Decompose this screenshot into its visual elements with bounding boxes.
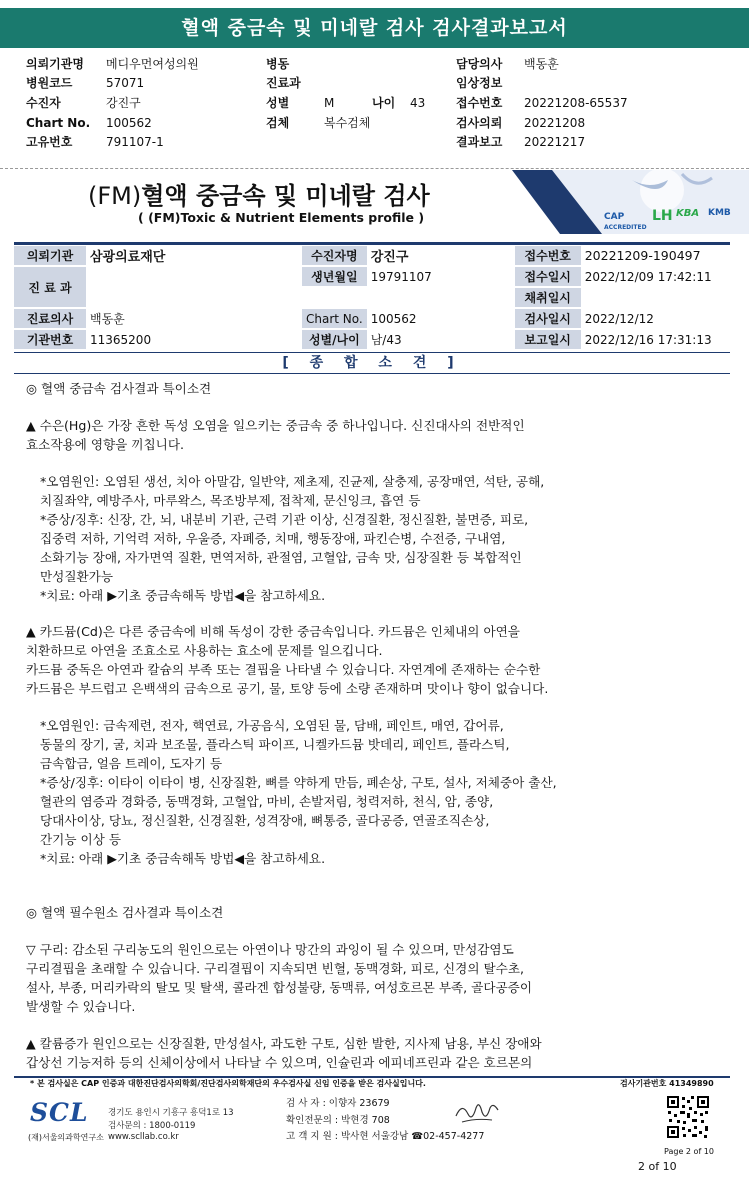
info-value-test-date: 2022/12/12	[581, 309, 731, 330]
section-heading-essential-elements: ◎ 혈액 필수원소 검사결과 특이소견	[26, 905, 224, 920]
info-row-1	[14, 246, 731, 267]
body-line: ▽ 구리: 감소된 구리농도의 원인으로는 아연이나 망간의 과잉이 될 수 있으며, 만성감염도	[26, 942, 514, 957]
header-label-request: 검사의뢰	[456, 116, 503, 130]
staff-support: 고 객 지 원 : 박사현 서울강남 ☎02-457-4277	[286, 1131, 485, 1142]
info-label-institution: 의뢰기관	[14, 246, 86, 267]
body-line: 소화기능 장애, 자가면역 질환, 면역저하, 관절염, 고혈압, 금속 맛, 심장질환 등 복합적인	[40, 550, 522, 565]
body-line: 발생할 수 있습니다.	[26, 999, 136, 1014]
info-value-report-time: 2022/12/16 17:31:13	[581, 330, 731, 351]
header-value-specimen: 복수검체	[324, 116, 371, 130]
fm-subtitle: ( (FM)Toxic & Nutrient Elements profile )	[138, 210, 425, 225]
info-value-sex-age: 남/43	[367, 330, 515, 351]
header-row-5	[26, 135, 585, 150]
lh-logo: LH	[652, 208, 673, 224]
body-line: 구리결핍을 초래할 수 있습니다. 구리결핍이 지속되면 빈혈, 동맥경화, 피로, 신경의 탈수초,	[26, 961, 525, 976]
kba-logo: KBA	[676, 208, 700, 219]
header-label-receipt: 접수번호	[456, 96, 503, 110]
body-line: 집중력 저하, 기억력 저하, 우울증, 자폐증, 치매, 행동장애, 파킨슨병, 수전증, 구내염,	[40, 531, 506, 546]
info-row-2	[14, 267, 731, 288]
summary-heading: [ 종 합 소 견 ]	[14, 352, 730, 374]
header-label-age: 나이	[372, 96, 396, 110]
info-label-receipt-no: 접수번호	[515, 246, 581, 267]
section-heading-heavy-metals: ◎ 혈액 중금속 검사결과 특이소견	[26, 381, 212, 396]
header-row-4	[26, 116, 585, 131]
body-line: 만성질환가능	[40, 569, 113, 584]
header-value-chart: 100562	[106, 116, 152, 130]
info-value-receipt-no: 20221209-190497	[581, 246, 731, 267]
fm-title	[88, 176, 430, 211]
body-line: 금속합금, 얼음 트레이, 도자기 등	[40, 756, 223, 771]
header-label-specimen: 검체	[266, 116, 290, 130]
scl-logo: SCL	[30, 1098, 89, 1127]
body-line: 치질좌약, 예방주사, 마루왁스, 목조방부제, 접착제, 문신잉크, 흡연 등	[40, 493, 421, 508]
body-line: *치료: 아래 ▶기초 중금속해독 방법◀을 참고하세요.	[40, 588, 326, 603]
body-line: 카드뮴 중독은 아연과 칼슘의 부족 또는 결핍을 나타낼 수 있습니다. 자연계에 존재하는 순수한	[26, 662, 541, 677]
body-line: *증상/징후: 이타이 이타이 병, 신장질환, 뼈를 약하게 만듬, 폐손상, 구토, 설사, 저체중아 출산,	[40, 775, 557, 790]
signature-graphic	[452, 1098, 502, 1128]
info-row-3	[14, 309, 731, 330]
body-line: 설사, 부종, 머리카락의 탈모 및 탈색, 콜라겐 합성불량, 동맥류, 여성호르몬 부족, 골다공증이	[26, 980, 533, 995]
body-line: ▲ 카드뮴(Cd)은 다른 중금속에 비해 독성이 강한 중금속입니다. 카드뮴은 인체내의 아연을	[26, 624, 520, 639]
body-line: ▲ 수은(Hg)은 가장 흔한 독성 오염을 일으키는 중금속 중 하나입니다. 신진대사의 전반적인	[26, 418, 525, 433]
body-line: 당대사이상, 당뇨, 정신질환, 신경질환, 성격장애, 뼈통증, 골다공증, 연골조직손상,	[40, 813, 490, 828]
info-value-org-no: 11365200	[86, 330, 302, 351]
info-label-doctor: 진료의사	[14, 309, 86, 330]
header-value-receipt: 20221208-65537	[524, 96, 628, 110]
info-label-org-no: 기관번호	[14, 330, 86, 351]
fm-title-prefix: (FM)	[88, 182, 142, 210]
header-value-unique-id: 791107-1	[106, 135, 164, 149]
info-label-sex-age: 성별/나이	[302, 330, 367, 351]
staff-tester: 검 사 자 : 이향자 23679	[286, 1098, 390, 1109]
header-value-report: 20221217	[524, 135, 586, 149]
body-line: *오염원인: 금속제련, 전자, 핵연료, 가공음식, 오염된 물, 담배, 페인트, 매연, 갑어류,	[40, 718, 504, 733]
info-table-top-rule	[14, 242, 730, 245]
body-line: *오염원인: 오염된 생선, 치아 아말감, 일반약, 제초제, 진균제, 살충제, 공장매연, 석탄, 공해,	[40, 474, 545, 489]
header-label-ward: 병동	[266, 57, 290, 71]
body-line: 혈관의 염증과 경화증, 동맥경화, 고혈압, 마비, 손발저림, 청력저하, 천식, 암, 종양,	[40, 794, 494, 809]
info-label-patient-name: 수진자명	[302, 246, 367, 267]
body-line: *증상/징후: 신장, 간, 뇌, 내분비 기관, 근력 기관 이상, 신경질환, 정신질환, 불면증, 피로,	[40, 512, 529, 527]
info-label-receipt-time: 접수일시	[515, 267, 581, 288]
cap-logo: CAP ACCREDITED	[604, 212, 647, 231]
header-label-department: 진료과	[266, 76, 301, 90]
header-label-report: 결과보고	[456, 135, 503, 149]
info-label-report-time: 보고일시	[515, 330, 581, 351]
footer-accreditation-note: * 본 검사실은 CAP 인증과 대한진단검사의학회/진단검사의학재단의 우수검사실 신임 인증을 받은 검사실입니다.	[30, 1079, 426, 1088]
page-indicator-small: Page 2 of 10	[664, 1147, 714, 1156]
header-row-2	[26, 76, 524, 91]
body-line: 치환하므로 아연을 조효소로 사용하는 효소에 문제를 일으킵니다.	[26, 643, 383, 658]
info-value-institution: 삼광의료재단	[86, 246, 302, 267]
page-number: 2 of 10	[638, 1160, 677, 1173]
header-value-hospital-code: 57071	[106, 76, 145, 90]
info-value-collection-time	[581, 288, 731, 309]
info-value-doctor: 백동훈	[86, 309, 302, 330]
header-label-clinical: 임상정보	[456, 76, 503, 90]
header-label-institution: 의뢰기관명	[26, 57, 84, 71]
info-value-patient-name: 강진구	[367, 246, 515, 267]
info-label-collection-time: 채취일시	[515, 288, 581, 309]
info-value-department	[86, 267, 302, 309]
scl-org-name: (재)서울의과학연구소	[28, 1133, 104, 1142]
body-line: 갑상선 기능저하 등의 신체이상에서 나타날 수 있으며, 인슐린과 에피네프린과 같은 호르몬의	[26, 1055, 533, 1070]
patient-info-table	[14, 246, 731, 351]
header-label-patient: 수진자	[26, 96, 61, 110]
header-row-3	[26, 96, 628, 111]
info-label-department: 진 료 과	[14, 267, 86, 309]
header-value-institution: 메디우먼여성의원	[106, 57, 199, 71]
header-value-sex: M	[324, 96, 335, 110]
footer-institution-code: 검사기관번호 41349890	[620, 1079, 714, 1088]
scl-website[interactable]: www.scllab.co.kr	[108, 1132, 179, 1142]
info-value-receipt-time: 2022/12/09 17:42:11	[581, 267, 731, 288]
staff-specialist: 확인전문의 : 박현경 708	[286, 1115, 390, 1126]
body-line: 간기능 이상 등	[40, 832, 121, 847]
info-value-birthdate: 19791107	[367, 267, 515, 288]
report-title: 혈액 중금속 및 미네랄 검사 검사결과보고서	[0, 8, 749, 48]
scl-address: 경기도 용인시 기흥구 흥덕1로 13	[108, 1108, 234, 1118]
header-value-patient: 강진구	[106, 96, 141, 110]
header-value-doctor: 백동훈	[524, 57, 559, 71]
header-separator	[0, 168, 749, 169]
info-label-birthdate: 생년월일	[302, 267, 367, 288]
header-label-sex: 성별	[266, 96, 290, 110]
kmb-logo: KMB	[708, 208, 731, 218]
info-label-test-date: 검사일시	[515, 309, 581, 330]
body-line: 카드뮴은 부드럽고 은백색의 금속으로 공기, 물, 토양 등에 소량 존재하며 맛이나 향이 없습니다.	[26, 681, 549, 696]
info-row-4	[14, 330, 731, 351]
body-line: 동물의 장기, 굴, 치과 보조물, 플라스틱 파이프, 니켈카드뮴 밧데리, 페인트, 플라스틱,	[40, 737, 510, 752]
header-value-request: 20221208	[524, 116, 586, 130]
body-line: ▲ 칼륨증가 원인으로는 신장질환, 만성설사, 과도한 구토, 심한 발한, 지사제 남용, 부신 장애와	[26, 1036, 542, 1051]
header-label-unique-id: 고유번호	[26, 135, 73, 149]
info-label-chart: Chart No.	[302, 309, 367, 330]
header-value-age: 43	[410, 96, 426, 110]
header-label-chart: Chart No.	[26, 116, 91, 130]
qr-code	[666, 1095, 710, 1139]
header-row-1	[26, 57, 559, 72]
scl-phone: 검사문의 : 1800-0119	[108, 1121, 196, 1131]
info-value-chart: 100562	[367, 309, 515, 330]
fm-title-text: 혈액 중금속 및 미네랄 검사	[141, 182, 430, 210]
header-label-doctor: 담당의사	[456, 57, 503, 71]
body-line: *치료: 아래 ▶기초 중금속해독 방법◀을 참고하세요.	[40, 851, 326, 866]
body-line: 효소작용에 영향을 끼칩니다.	[26, 437, 184, 452]
header-label-hospital-code: 병원코드	[26, 76, 73, 90]
